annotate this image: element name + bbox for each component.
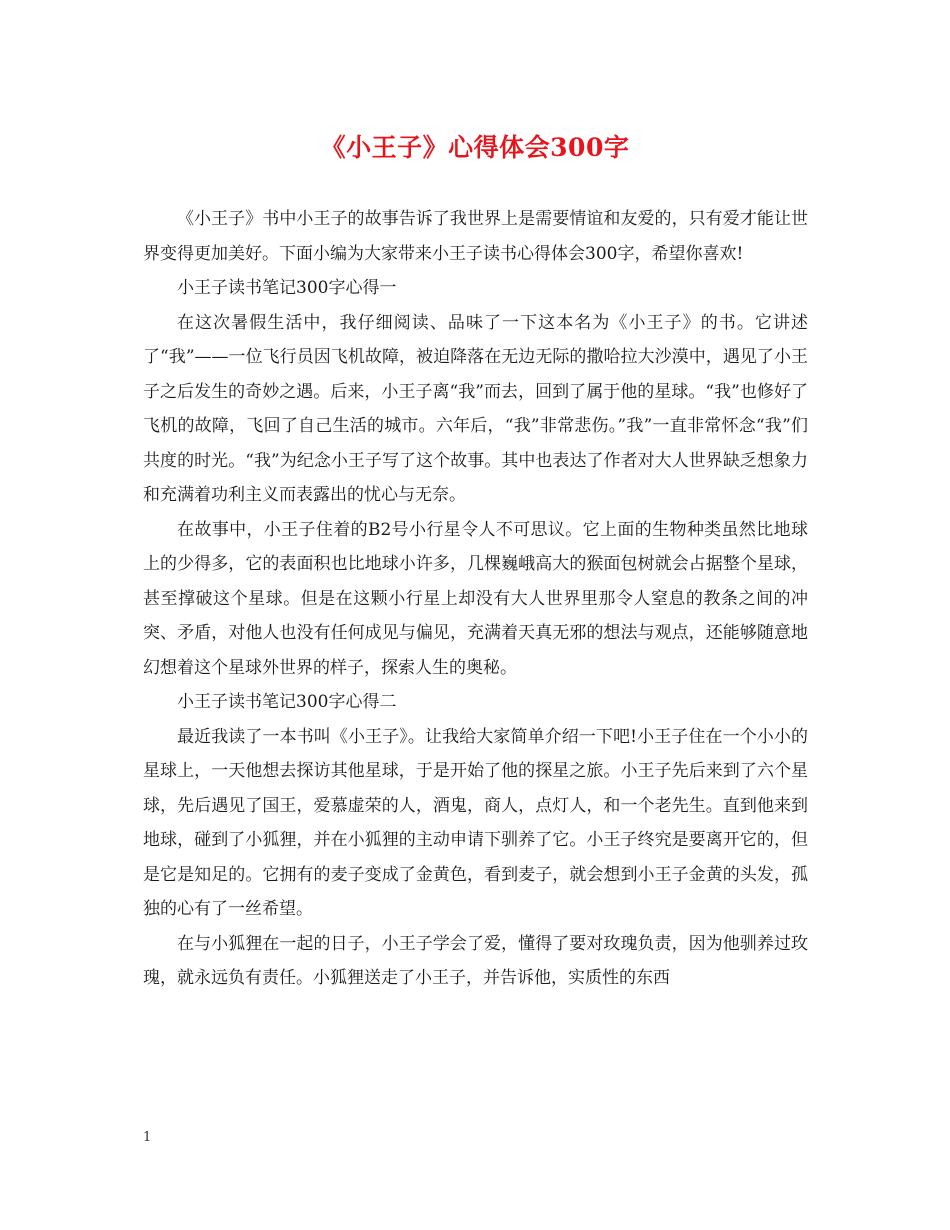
- body-paragraph: 在与小狐狸在一起的日子，小王子学会了爱，懂得了要对玫瑰负责，因为他驯养过玫瑰，就永远负有责任。小狐狸送走了小王子，并告诉他，实质性的东西: [143, 933, 808, 988]
- page-number: 1: [143, 1130, 152, 1145]
- body-paragraph: 在这次暑假生活中，我仔细阅读、品味了一下这本名为《小王子》的书。它讲述了“我”——一位飞行员因飞机故障，被迫降落在无边无际的撒哈拉大沙漠中，遇见了小王子之后发生的奇妙之遇。后来，小王子离“我”而去，回到了属于他的星球。“我”也修好了飞机的故障，飞回了自己生活的城市。六年后，“我”非常悲伤。”我”一直非常怀念“我”们共度的时光。“我”为纪念小王子写了这个故事。其中也表达了作者对大人世界缺乏想象力和充满着功利主义而表露出的忧心与无奈。: [143, 312, 808, 505]
- intro-paragraph: 《小王子》书中小王子的故事告诉了我世界上是需要情谊和友爱的，只有爱才能让世界变得更加美好。下面小编为大家带来小王子读书心得体会300字，希望你喜欢!: [143, 209, 808, 264]
- body-paragraph: 最近我读了一本书叫《小王子》。让我给大家简单介绍一下吧!小王子住在一个小小的星球上，一天他想去探访其他星球，于是开始了他的探星之旅。小王子先后来到了六个星球，先后遇见了国王，爱慕虚荣的人，酒鬼，商人，点灯人，和一个老先生。直到他来到地球，碰到了小狐狸，并在小狐狸的主动申请下驯养了它。小王子终究是要离开它的，但是它是知足的。它拥有的麦子变成了金黄色，看到麦子，就会想到小王子金黄的头发，孤独的心有了一丝希望。: [143, 726, 808, 919]
- document-title: 《小王子》心得体会300字: [320, 133, 630, 162]
- document-body: [143, 202, 808, 996]
- body-paragraph: 在故事中，小王子住着的B2号小行星令人不可思议。它上面的生物种类虽然比地球上的少得多，它的表面积也比地球小许多，几棵巍峨高大的猴面包树就会占据整个星球，甚至撑破这个星球。但是在这颗小行星上却没有大人世界里那令人窒息的教条之间的冲突、矛盾，对他人也没有任何成见与偏见，充满着天真无邪的想法与观点，还能够随意地幻想着这个星球外世界的样子，探索人生的奥秘。: [143, 519, 808, 678]
- section-heading: 小王子读书笔记300字心得二: [177, 692, 397, 712]
- section-heading: 小王子读书笔记300字心得一: [177, 278, 397, 298]
